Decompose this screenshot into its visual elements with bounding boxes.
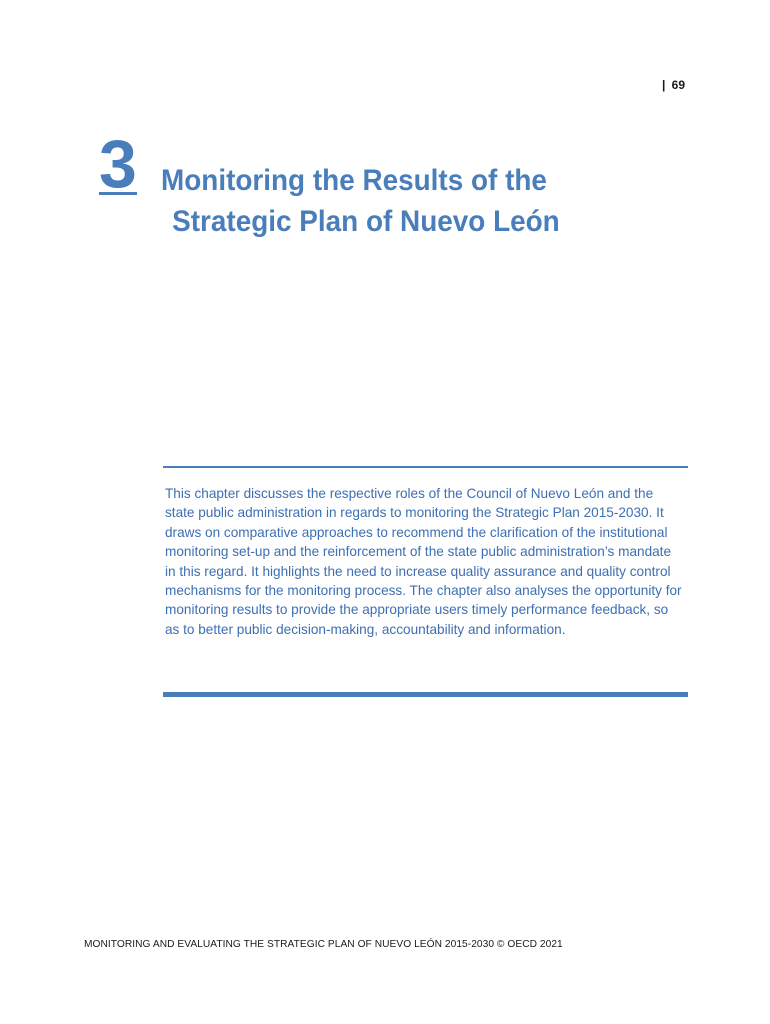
chapter-title-line-1: Monitoring the Results of the (161, 164, 547, 197)
abstract-bottom-divider (163, 692, 688, 697)
chapter-title (161, 160, 607, 242)
page-number-value: 69 (671, 78, 685, 92)
chapter-title-line-2: Strategic Plan of Nuevo León (172, 205, 560, 238)
abstract-top-divider (163, 466, 688, 468)
page-number (662, 78, 685, 92)
chapter-abstract: This chapter discusses the respective roles of the Council of Nuevo León and the state public administration in regards to monitoring the Strategic Plan 2015-2030. It draws on comparative approaches to recommend the clarification of the institutional monitoring set-up and the reinforcement of the state public administration’s mandate in this regard. It highlights the need to increase quality assurance and quality control mechanisms for the monitoring process. The chapter also analyses the opportunity for monitoring results to provide the appropriate users timely performance feedback, so as to better public decision-making, accountability and information. (165, 486, 682, 637)
chapter-number: 3 (99, 126, 137, 202)
page-footer: MONITORING AND EVALUATING THE STRATEGIC PLAN OF NUEVO LEÓN 2015-2030 © OECD 2021 (84, 939, 563, 950)
page-number-separator: | (661, 78, 666, 92)
